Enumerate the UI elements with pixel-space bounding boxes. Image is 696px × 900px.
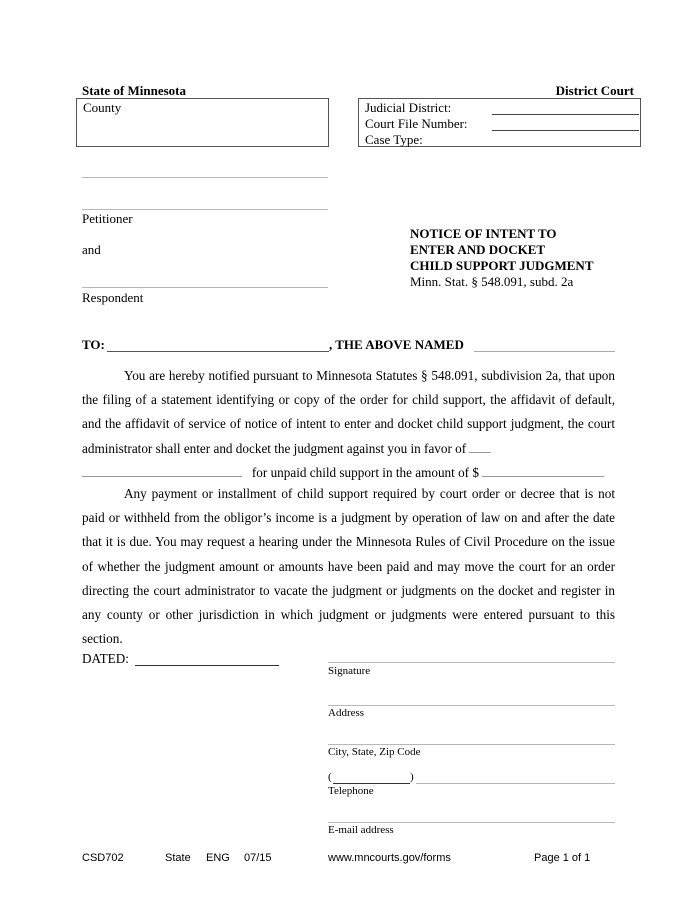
- above-named-label: , THE ABOVE NAMED: [329, 337, 464, 352]
- above-named-field[interactable]: [474, 351, 615, 352]
- email-label: E-mail address: [328, 824, 394, 836]
- telephone-label: Telephone: [328, 785, 374, 797]
- amount-field[interactable]: [482, 464, 604, 477]
- city-state-zip-label: City, State, Zip Code: [328, 746, 421, 758]
- footer-scope: State: [165, 852, 191, 864]
- notice-paragraph-1: [82, 364, 615, 485]
- footer-revision: 07/15: [244, 852, 272, 864]
- dated-label: DATED:: [82, 651, 129, 666]
- signature-label: Signature: [328, 665, 371, 677]
- petitioner-label: Petitioner: [82, 211, 133, 226]
- footer-page: Page 1 of 1: [534, 852, 591, 864]
- to-label: TO:: [82, 337, 105, 352]
- notice-paragraph-2: [82, 482, 615, 651]
- footer-language: ENG: [206, 852, 230, 864]
- address-line[interactable]: [328, 705, 615, 706]
- footer-url[interactable]: www.mncourts.gov/forms: [328, 852, 451, 864]
- court-name: District Court: [555, 83, 634, 98]
- notice-title-line1: NOTICE OF INTENT TO: [410, 226, 557, 241]
- judicial-district-field[interactable]: [492, 114, 639, 115]
- court-file-number-label: Court File Number:: [365, 116, 468, 131]
- in-favor-of-field[interactable]: [469, 440, 491, 453]
- signature-line[interactable]: [328, 662, 615, 663]
- in-favor-of-field-cont[interactable]: [82, 464, 242, 477]
- state-name: State of Minnesota: [82, 83, 186, 98]
- case-type-label: Case Type:: [365, 132, 423, 147]
- city-state-zip-line[interactable]: [328, 744, 615, 745]
- petitioner-name-line-2[interactable]: [82, 209, 328, 210]
- telephone-line[interactable]: [416, 783, 615, 784]
- statute-citation: Minn. Stat. § 548.091, subd. 2a: [410, 274, 574, 289]
- to-name-field[interactable]: [107, 351, 329, 352]
- and-label: and: [82, 242, 101, 257]
- paragraph-1-text: You are hereby notified pursuant to Minnesota Statutes § 548.091, subdivision 2a, that upon the filing of a statement identifying or copy of the order for child support, the affidavit of default, and the affidavit of service of notice of intent to enter and docket child support judgment, the court administrator shall enter and docket the judgment against you in favor of: [82, 368, 615, 456]
- email-line[interactable]: [328, 822, 615, 823]
- amount-text: for unpaid child support in the amount of $: [251, 464, 479, 480]
- notice-title-line3: CHILD SUPPORT JUDGMENT: [410, 258, 594, 273]
- address-label: Address: [328, 707, 365, 719]
- area-code-open: (: [328, 771, 332, 783]
- notice-title-line2: ENTER AND DOCKET: [410, 242, 546, 257]
- paragraph-2-text: Any payment or installment of child support required by court order or decree that is not paid or withheld from the obligor’s income is a judgment by operation of law on and after the date that it is due. You may request a hearing under the Minnesota Rules of Civil Procedure on the issue of whether the judgment amount or amounts have been paid and may move the court for an order directing the court administrator to vacate the judgment or judgments on the docket and register in any county or other jurisdiction in which judgment or judgments were entered pursuant to this section.: [82, 486, 615, 647]
- dated-field[interactable]: [135, 665, 279, 666]
- footer-form-code: CSD702: [82, 852, 124, 864]
- case-info-box: [358, 98, 641, 147]
- respondent-label: Respondent: [82, 290, 144, 305]
- petitioner-name-line-1[interactable]: [82, 177, 328, 178]
- area-code-field[interactable]: [333, 783, 410, 784]
- respondent-name-line[interactable]: [82, 287, 328, 288]
- judicial-district-label: Judicial District:: [365, 100, 452, 115]
- area-code-close: ): [410, 771, 414, 783]
- county-label: County: [83, 100, 122, 115]
- county-field[interactable]: [76, 98, 329, 147]
- court-file-number-field[interactable]: [492, 130, 639, 131]
